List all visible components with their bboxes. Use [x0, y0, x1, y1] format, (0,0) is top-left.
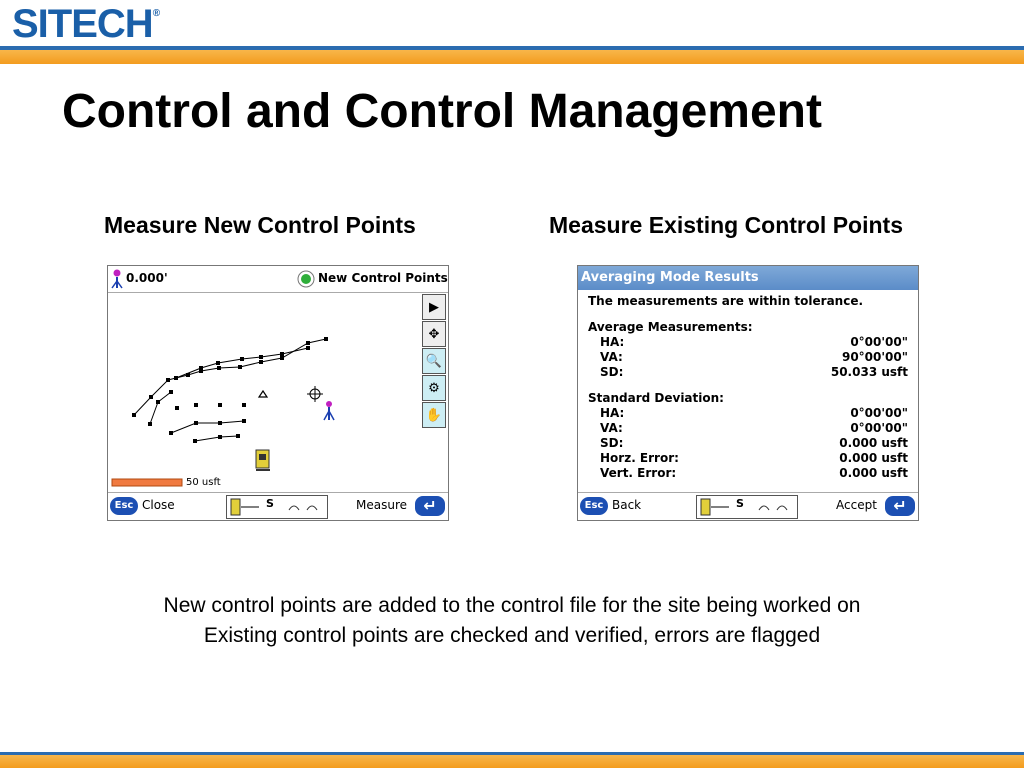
instrument-status-box[interactable] [696, 495, 798, 519]
measure-label[interactable]: Measure [356, 498, 407, 512]
avg-sd-row: SD: 50.033 usft [600, 365, 908, 379]
status-s: S [736, 497, 744, 510]
caption-line-2: Existing control points are checked and verified, errors are flagged [203, 624, 821, 647]
zoom-icon[interactable]: 🔍 [422, 348, 446, 374]
enter-icon[interactable]: ↵ [415, 496, 445, 516]
std-horz-row: Horz. Error: 0.000 usft [600, 451, 908, 465]
scale-bar [112, 479, 182, 486]
instrument-status-box[interactable] [226, 495, 328, 519]
enter-icon[interactable]: ↵ [885, 496, 915, 516]
status-s: S [266, 497, 274, 510]
total-station-icon [256, 450, 270, 470]
triangle-point-icon [259, 391, 267, 397]
std-ha-row: HA: 0°00'00" [600, 406, 908, 420]
std-heading: Standard Deviation: [588, 391, 724, 405]
height-readout: 0.000' [126, 271, 168, 285]
accept-label[interactable]: Accept [836, 498, 877, 512]
average-heading: Average Measurements: [588, 320, 753, 334]
status-indicator-icon [297, 270, 315, 288]
avg-ha-row: HA: 0°00'00" [600, 335, 908, 349]
slide-title: Control and Control Management [62, 85, 822, 138]
rod-target-icon [111, 269, 123, 289]
subtitle-existing-control: Measure Existing Control Points [549, 212, 903, 238]
existing-control-points-screen [577, 265, 919, 521]
header-band-orange [0, 50, 1024, 64]
map-top-bar [108, 266, 448, 293]
std-vert-row: Vert. Error: 0.000 usft [600, 466, 908, 480]
esc-button[interactable]: Esc [110, 497, 138, 515]
std-va-row: VA: 0°00'00" [600, 421, 908, 435]
crosshair-icon [307, 386, 323, 402]
map-bottom-bar [108, 492, 448, 520]
scale-label: 50 usft [186, 477, 221, 488]
sitech-logo: SITECH® [12, 2, 160, 46]
footer-band-orange [0, 755, 1024, 768]
esc-button[interactable]: Esc [580, 497, 608, 515]
zoom-settings-icon[interactable]: ⚙ [422, 375, 446, 401]
subtitle-new-control: Measure New Control Points [104, 212, 416, 238]
mode-label[interactable]: New Control Points [318, 271, 448, 285]
results-title: Averaging Mode Results [578, 266, 918, 290]
back-button[interactable]: Back [612, 498, 642, 512]
play-icon[interactable]: ▶ [422, 294, 446, 320]
std-sd-row: SD: 0.000 usft [600, 436, 908, 450]
avg-va-row: VA: 90°00'00" [600, 350, 908, 364]
fit-extent-icon[interactable]: ✥ [422, 321, 446, 347]
new-control-points-screen [107, 265, 449, 521]
control-map[interactable] [108, 293, 418, 493]
pan-hand-icon[interactable]: ✋ [422, 402, 446, 428]
results-bottom-bar [578, 492, 918, 520]
close-button[interactable]: Close [142, 498, 175, 512]
caption-line-1: New control points are added to the control file for the site being worked on [163, 594, 861, 617]
rod-position-icon [324, 401, 334, 420]
tolerance-message: The measurements are within tolerance. [588, 294, 864, 308]
